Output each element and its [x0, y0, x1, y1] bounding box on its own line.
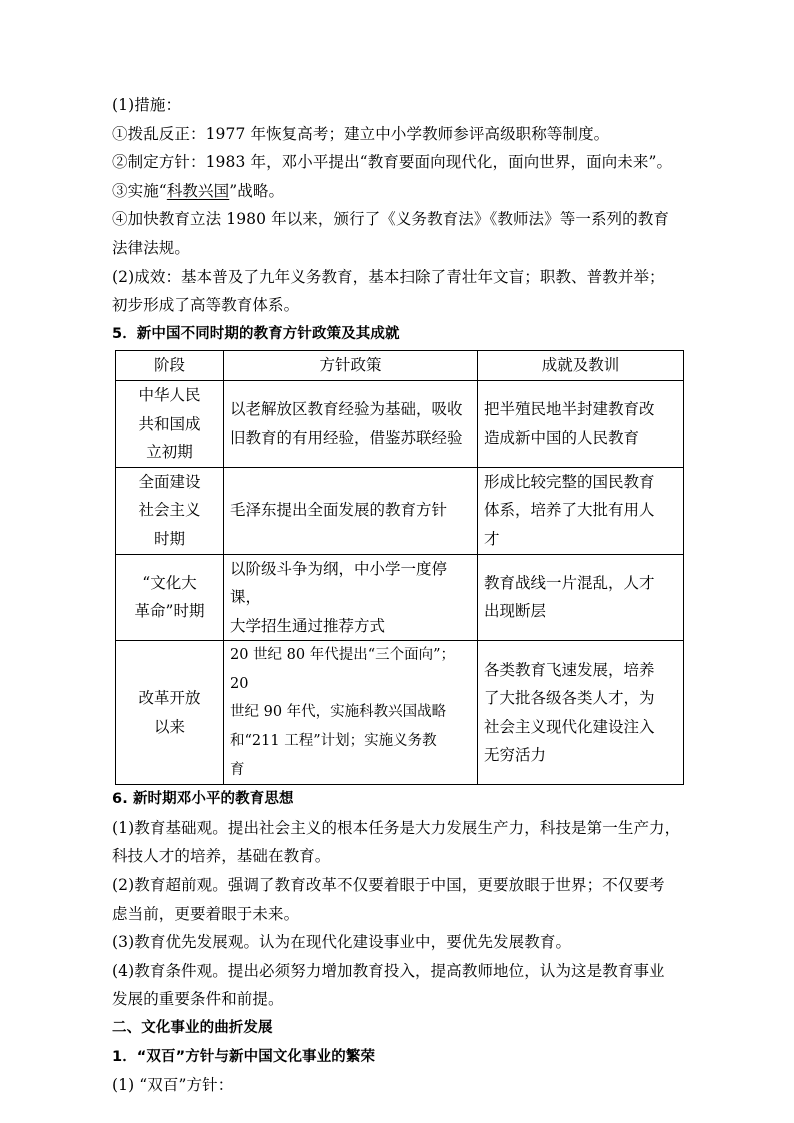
table-row — [116, 641, 684, 785]
policy-cell — [224, 641, 478, 785]
table-header-cell: 方针政策 — [224, 351, 478, 381]
cell-line: 社会主义现代化建设注入 — [484, 717, 655, 736]
cell-line: 全面建设 — [138, 472, 201, 491]
text-line: (1)措施： — [112, 96, 182, 114]
table-row — [116, 554, 684, 641]
policy-cell — [224, 554, 478, 641]
cell-line: 革命”时期 — [134, 602, 205, 621]
cell-line: 毛泽东提出全面发展的教育方针 — [230, 501, 448, 520]
result-cell — [478, 554, 684, 641]
text-line: (1) “双百”方针： — [112, 1076, 234, 1095]
sub-heading: 1．“双百”方针与新中国文化事业的繁荣 — [112, 1048, 376, 1065]
cell-line: 把半殖民地半封建教育改 — [484, 400, 655, 419]
section-heading: 6. 新时期邓小平的教育思想 — [112, 791, 294, 808]
stage-cell — [116, 380, 224, 467]
cell-line: “文化大 — [142, 573, 197, 592]
text-line — [112, 177, 682, 206]
cell-line: 各类教育飞速发展，培养 — [484, 660, 655, 679]
cell-line: 育 — [230, 761, 245, 778]
text-line: 科技人才的培养，基础在教育。 — [112, 847, 331, 866]
stage-cell — [116, 641, 224, 785]
table-header-row — [116, 351, 684, 381]
text-line: (1)教育基础观。提出社会主义的根本任务是大力发展生产力，科技是第一生产力， — [112, 818, 681, 837]
cell-line: 中华人民 — [138, 385, 201, 404]
cell-line: 出现断层 — [484, 602, 547, 621]
table-row — [116, 467, 684, 554]
cell-line: 无穷活力 — [484, 746, 547, 765]
cell-line: 以阶级斗争为纲，中小学一度停课， — [230, 559, 448, 607]
cell-line: 共和国成 — [138, 414, 201, 433]
text-line: ①拨乱反正：1977 年恢复高考；建立中小学教师参评高级职称等制度。 — [112, 124, 610, 143]
cell-line: 改革开放 — [138, 689, 201, 708]
table-header-cell: 成就及教训 — [478, 351, 684, 381]
cell-line: 时期 — [153, 529, 185, 548]
cell-line: 社会主义 — [138, 501, 201, 520]
text-line: (2)成效：基本普及了九年义务教育，基本扫除了青壮年文盲；职教、普教并举； — [112, 267, 665, 286]
result-cell — [478, 641, 684, 785]
stage-cell — [116, 554, 224, 641]
cell-line: 立初期 — [146, 443, 193, 462]
cell-line: 体系，培养了大批有用人 — [484, 501, 655, 520]
document-page — [112, 91, 682, 1100]
cell-line: 了大批各级各类人才，为 — [484, 689, 655, 708]
result-cell — [478, 380, 684, 467]
text-line: 发展的重要条件和前提。 — [112, 990, 284, 1009]
text-line: ②制定方针：1983 年，邓小平提出“教育要面向现代化，面向世界，面向未来”。 — [112, 153, 673, 172]
text-line: (2)教育超前观。强调了教育改革不仅要着眼于中国，更要放眼于世界；不仅要考 — [112, 876, 665, 895]
text-line: (3)教育优先发展观。认为在现代化建设事业中，要优先发展教育。 — [112, 933, 572, 952]
table-header-cell: 阶段 — [116, 351, 224, 381]
text-line: 初步形成了高等教育体系。 — [112, 296, 300, 315]
cell-line: 大学招生通过推荐方式 — [230, 616, 386, 635]
cell-line: 20 世纪 80 年代提出“三个面向”；20 — [230, 647, 456, 692]
cell-line: 和“211 工程”计划；实施义务教 — [230, 733, 437, 750]
cell-line: 以来 — [153, 717, 185, 736]
cell-line: 旧教育的有用经验，借鉴苏联经验 — [230, 428, 463, 447]
text-line: (4)教育条件观。提出必须努力增加教育投入，提高教师地位，认为这是教育事业 — [112, 961, 665, 980]
text-fragment: ③实施“ — [112, 181, 167, 200]
text-line: 虑当前，更要着眼于未来。 — [112, 904, 300, 923]
education-policy-table — [115, 350, 684, 785]
result-cell — [478, 467, 684, 554]
stage-cell — [116, 467, 224, 554]
policy-cell — [224, 467, 478, 554]
cell-line: 形成比较完整的国民教育 — [484, 472, 655, 491]
cell-line: 世纪 90 年代，实施科教兴国战略 — [230, 704, 447, 721]
cell-line: 造成新中国的人民教育 — [484, 428, 640, 447]
part-heading: 二、文化事业的曲折发展 — [112, 1020, 273, 1036]
underlined-term: 科教兴国 — [166, 181, 230, 200]
text-line: 法律法规。 — [112, 238, 191, 257]
text-fragment: ”战略。 — [229, 181, 285, 200]
cell-line: 以老解放区教育经验为基础，吸收 — [230, 400, 463, 419]
cell-line: 教育战线一片混乱，人才 — [484, 573, 655, 592]
cell-line: 才 — [484, 529, 500, 548]
section-heading: 5．新中国不同时期的教育方针政策及其成就 — [112, 325, 400, 342]
text-line: ④加快教育立法 1980 年以来，颁行了《义务教育法》《教师法》等一系列的教育 — [112, 210, 669, 229]
table-row — [116, 380, 684, 467]
policy-cell — [224, 380, 478, 467]
